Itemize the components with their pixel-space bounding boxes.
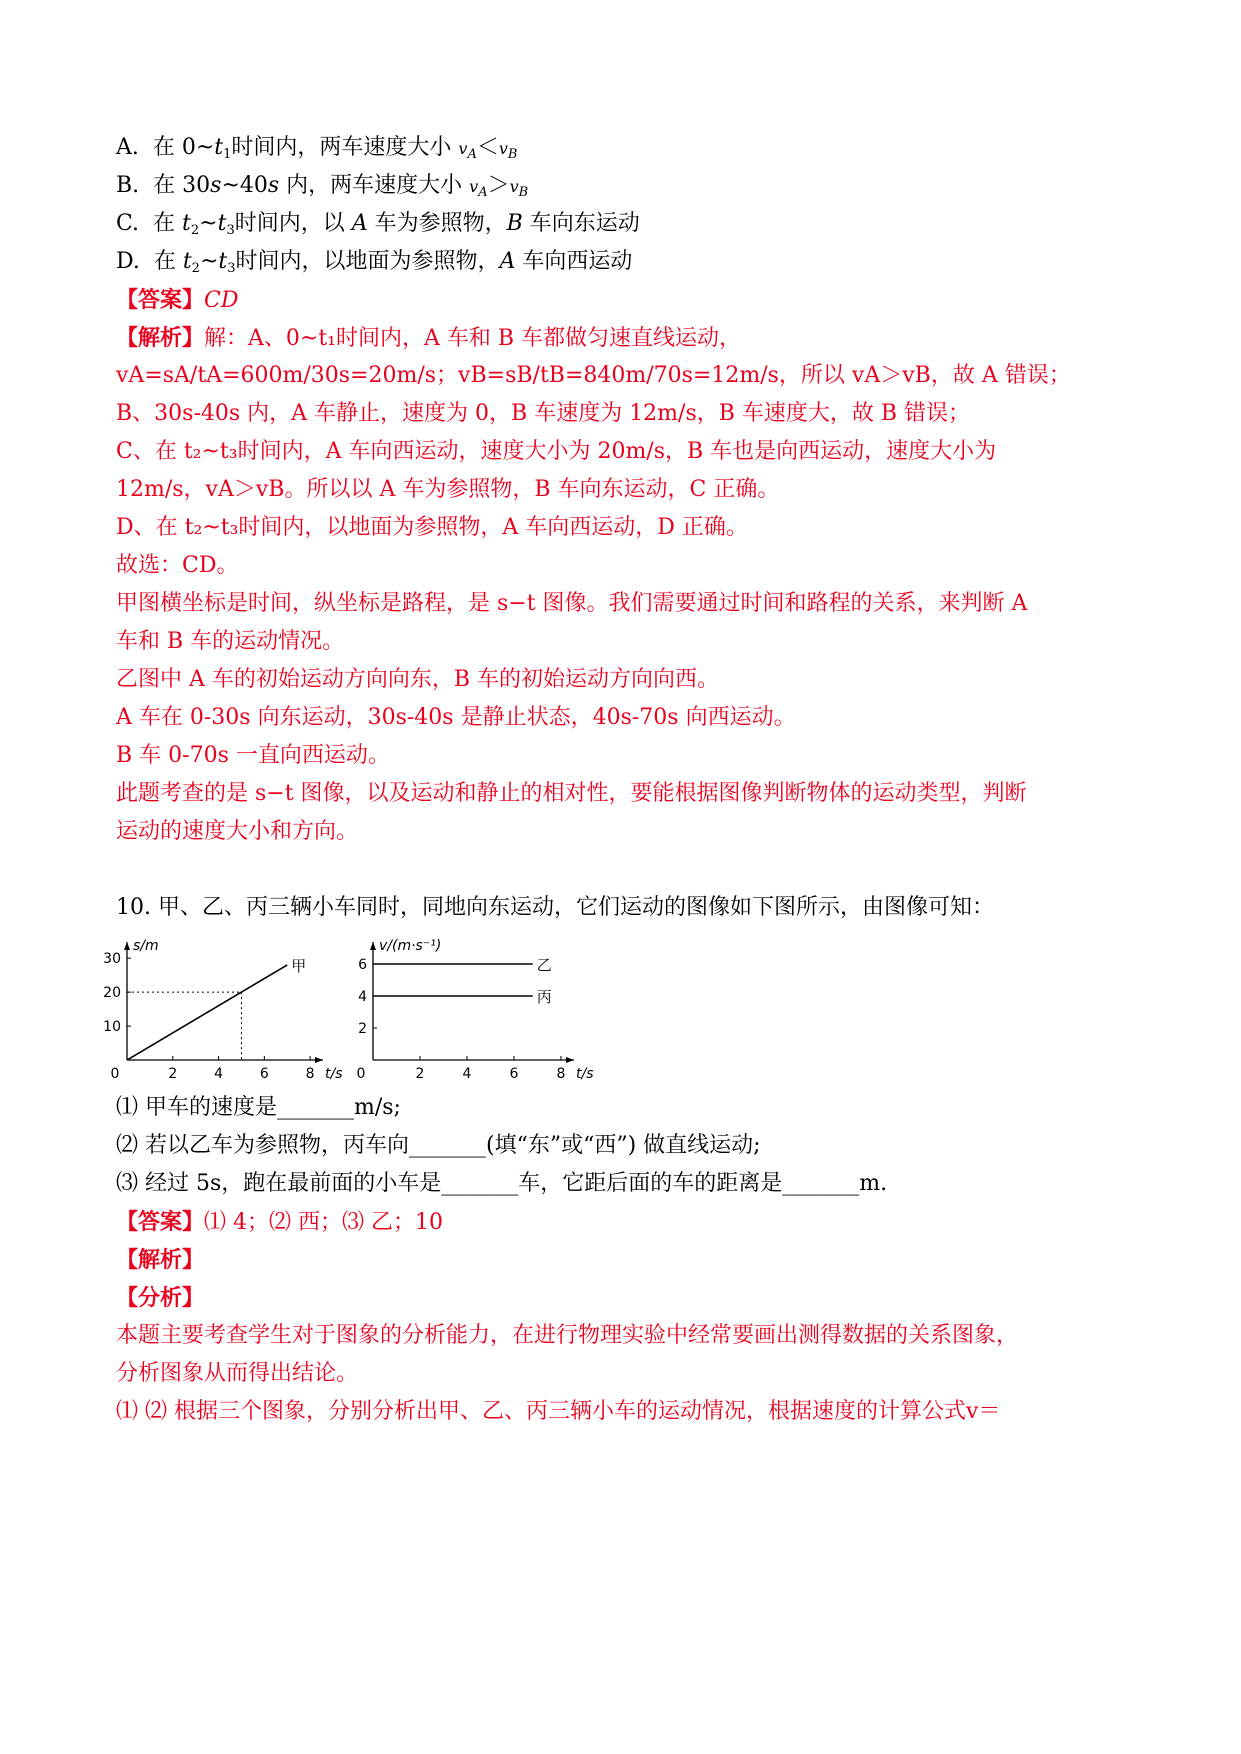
q9-analysis-line-8: 甲图横坐标是时间，纵坐标是路程，是 s−t 图像。我们需要通过时间和路程的关系，来判断 A	[116, 591, 1028, 616]
series-line-0	[127, 965, 287, 1060]
q9-analysis-line-14: 运动的速度大小和方向。	[116, 819, 359, 844]
option-b: B. 在 30s~40s 内，两车速度大小 $v_A>v_B$	[116, 173, 529, 200]
y-tick-label: 30	[103, 951, 121, 968]
x-tick-label: 0	[356, 1066, 366, 1082]
y-axis-arrow	[370, 942, 376, 950]
y-axis-label: s/m	[133, 938, 159, 954]
y-tick-label: 2	[358, 1021, 367, 1037]
q10-fenxi-line-1: 本题主要考查学生对于图象的分析能力，在进行物理实验中经常要画出测得数据的关系图象，	[116, 1323, 1019, 1348]
series-label-0: 甲	[291, 956, 307, 975]
x-axis-arrow	[315, 1057, 323, 1063]
x-tick-label: 4	[214, 1066, 224, 1082]
y-axis-arrow	[124, 942, 130, 950]
q9-analysis-line-4: C、在 t₂~t₃时间内，A 车向西运动，速度大小为 20m/s，B 车也是向西运动，速度大小为	[116, 439, 997, 464]
x-tick-label: 6	[259, 1066, 269, 1082]
q9-analysis-line-12: B 车 0-70s 一直向西运动。	[116, 743, 390, 768]
x-tick-label: 4	[462, 1066, 472, 1082]
q10-sub3: ⑶ 经过 5s，跑在最前面的小车是_______车，它距后面的车的距离是_______m.	[116, 1171, 888, 1196]
q9-analysis-line-10: 乙图中 A 车的初始运动方向向东，B 车的初始运动方向向西。	[116, 667, 720, 692]
q10-sub2: ⑵ 若以乙车为参照物，丙车向_______(填“东”或“西”) 做直线运动;	[116, 1133, 761, 1158]
st-graph	[105, 935, 350, 1085]
vt-graph	[355, 935, 610, 1085]
x-axis-label: t/s	[576, 1066, 594, 1082]
q10-stem: 10. 甲、乙、丙三辆小车同时，同地向东运动，它们运动的图像如下图所示，由图像可知：	[116, 895, 994, 920]
x-tick-label: 8	[556, 1066, 566, 1082]
y-tick-label: 4	[358, 989, 367, 1005]
x-tick-label: 2	[415, 1066, 425, 1082]
x-tick-label: 6	[509, 1066, 519, 1082]
q10-analysis-tag: 【解析】	[116, 1247, 205, 1273]
x-tick-label: 8	[305, 1066, 315, 1082]
y-tick-label: 10	[103, 1019, 121, 1036]
q10-fenxi-tag: 【分析】	[116, 1285, 205, 1311]
q10-fenxi-line-2: 分析图象从而得出结论。	[116, 1361, 359, 1386]
x-tick-label: 2	[168, 1066, 178, 1082]
q9-analysis-line-2: vA=sA/tA=600m/30s=20m/s；vB=sB/tB=840m/70s=12m/s，所以 vA＞vB，故 A 错误；	[116, 363, 1071, 388]
q9-analysis-line-3: B、30s-40s 内，A 车静止，速度为 0，B 车速度为 12m/s，B 车速度大，故 B 错误；	[116, 401, 971, 426]
option-d: D. 在 $t_2\sim t_3$时间内，以地面为参照物，A 车向西运动	[116, 249, 633, 276]
q9-analysis-line-6: D、在 t₂~t₃时间内，以地面为参照物，A 车向西运动，D 正确。	[116, 515, 748, 540]
q10-answer: 【答案】⑴ 4；⑵ 西；⑶ 乙；10	[116, 1209, 443, 1235]
q9-analysis-line-9: 车和 B 车的运动情况。	[116, 629, 345, 654]
q10-fenxi-line-3: ⑴ ⑵ 根据三个图象，分别分析出甲、乙、丙三辆小车的运动情况，根据速度的计算公式v＝	[116, 1399, 1001, 1424]
x-axis-label: t/s	[325, 1066, 343, 1082]
x-tick-label: 0	[110, 1066, 120, 1082]
series-label-1: 丙	[536, 988, 552, 1006]
q9-analysis-line-1: 【解析】解：A、0~t₁时间内，A 车和 B 车都做匀速直线运动，	[116, 325, 742, 351]
q9-analysis-line-13: 此题考查的是 s−t 图像，以及运动和静止的相对性，要能根据图像判断物体的运动类型，判断	[116, 781, 1027, 806]
q9-analysis-line-7: 故选：CD。	[116, 553, 239, 578]
option-a: A. 在 $0\sim t_1$时间内，两车速度大小 $v_A<v_B$	[116, 135, 518, 162]
q9-analysis-line-11: A 车在 0-30s 向东运动，30s-40s 是静止状态，40s-70s 向西运动。	[116, 705, 796, 730]
y-axis-label: v/(m·s⁻¹)	[379, 938, 442, 954]
y-tick-label: 20	[103, 985, 121, 1002]
series-label-0: 乙	[536, 956, 552, 974]
option-c: C. 在 $t_2\sim t_3$时间内，以 A 车为参照物，B 车向东运动	[116, 211, 640, 238]
q9-analysis-line-5: 12m/s，vA＞vB。所以以 A 车为参照物，B 车向东运动，C 正确。	[116, 477, 780, 502]
x-axis-arrow	[566, 1057, 574, 1063]
q9-answer: 【答案】CD	[116, 287, 239, 313]
q10-sub1: ⑴ 甲车的速度是_______m/s;	[116, 1095, 401, 1120]
y-tick-label: 6	[358, 957, 367, 973]
